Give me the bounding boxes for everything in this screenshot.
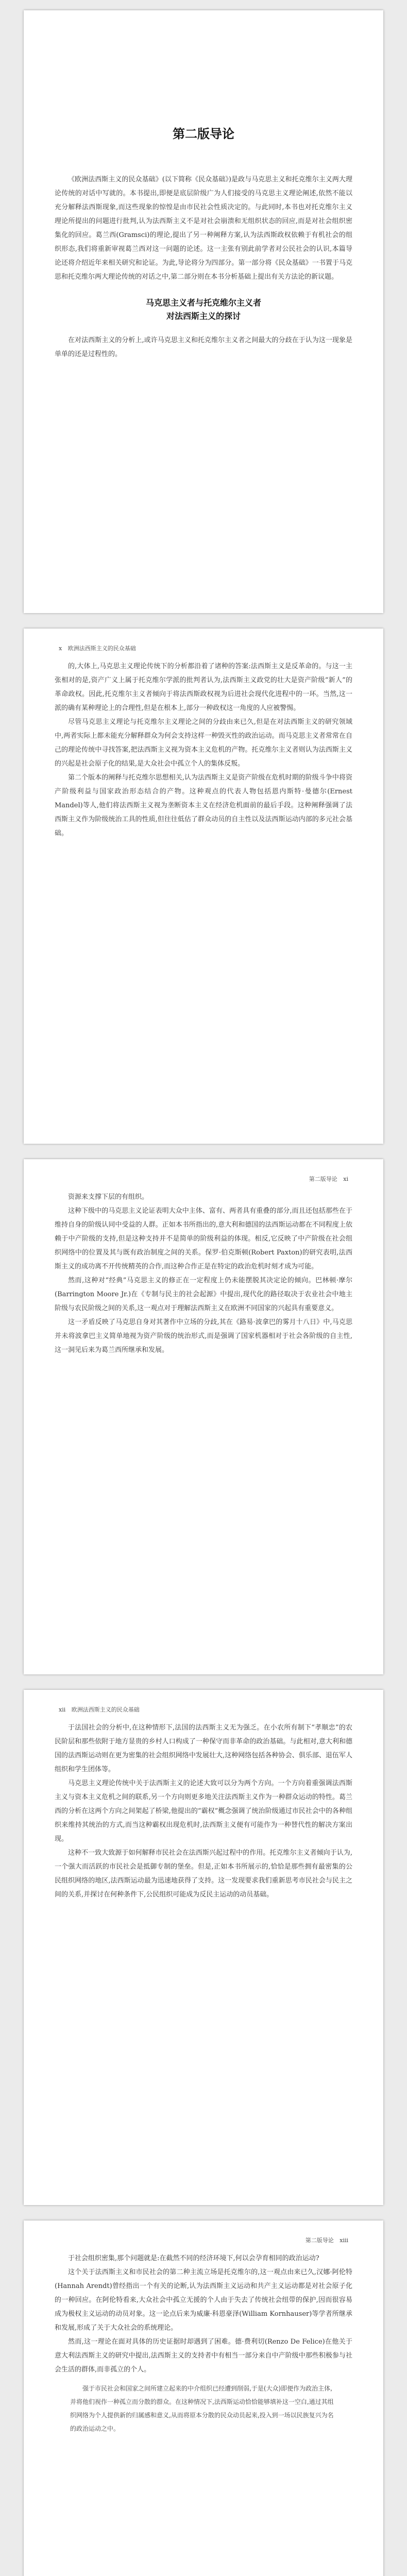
paragraph: 这种不一致大致源于如何解释市民社会在法西斯兴起过程中的作用。托克维尔主义者倾向于认为,一个强大而活跃的市民社会是抵御专制的堡垒。但是,正如本书所展示的,恰恰是那些拥有最密集的公民组织网络的地区,法西斯运动最为迅速地获得了支持。这一发现要求我们重新思考市民社会与民主之间的关系,并探讨在何种条件下,公民组织可能成为反民主运动的动员基础。 — [55, 1849, 352, 1899]
paragraph: 《欧洲法西斯主义的民众基础》(以下简称《民众基础》)是政与马克思主义和托克维尔主义两大理论传统的对话中写就的。本书提出,即便是底层阶级广为人们接受的马克思主义理论阐述,依然不能以充分解释法西斯现象,而这些现象的惊惶是由市民社会性质决定的。与此同时,本书也对托克维尔主义理论所提出的问题进行批判,认为法西斯主义不是对社会崩溃和无组织状态的回应,而是对社会组织密集化的回应。葛兰西(Gramsci)的理论,提出了另一种阐释方案,认为法西斯政权依赖于有机社会的组织形态,我们将重新审视葛兰西对这一问题的论述。这一主张有别此前学者对公民社会的认识,本篇导论还将介绍近年来相关研究和论证。为此,导论将分为四部分。第一部分将《民众基础》一书置于马克思和托克维尔两大理论传统的对话之中,第二部分则在本书分析基础上提出有关方法论的新议题。 — [55, 176, 352, 281]
page-number: xiii — [340, 2237, 348, 2244]
running-header — [55, 644, 136, 652]
running-header — [55, 1705, 140, 1714]
document-page — [24, 2221, 383, 2576]
document-page — [24, 1690, 383, 2205]
section-title — [55, 296, 352, 323]
page-number: xii — [59, 1706, 66, 1713]
paragraph: 这种下级中的马克思主义论证表明大众中主体、富有、两者具有重叠的部分,而且还包括那些在于维持自身的阶级认同中受益的人群。正如本书所指出的,意大利和德国的法西斯运动都在不同程度上依赖于中产阶级的支持,但是这种支持并不是简单的阶级利益的体现。相反,它反映了中产阶级在社会组织网络中的位置及其与既有政治制度之间的关系。保罗·伯克斯顿(Robert Paxton)的研究表明,法西斯主义的成功离不开传统精英的合作,而这种合作正是在特定的政治危机时刻才成为可能。 — [55, 1207, 352, 1270]
running-header-title: 第二版导论 — [309, 1176, 337, 1182]
running-header — [306, 2236, 352, 2244]
document-page — [24, 1159, 383, 1674]
paragraph: 于社会组织密集,那个问题就是:在截然不同的经济环境下,何以会孕育相同的政治运动? — [68, 2255, 319, 2262]
document-page — [24, 629, 383, 1144]
paragraph: 然而,这一理论在面对具体的历史证据时却遇到了困难。德·费利切(Renzo De Felice)在他关于意大利法西斯主义的研究中提出,法西斯主义的支持者中有相当一部分来自中产阶级中那些积极参与社会生活的群体,而非孤立的个人。 — [55, 2338, 352, 2374]
running-header-title: 第二版导论 — [305, 2237, 334, 2244]
paragraph: 尽管马克思主义理论与托克维尔主义理论之间的分歧由来已久,但是在对法西斯主义的研究领域中,两者实际上都未能充分解释群众为何会支持这样一种毁灭性的政治运动。而马克思主义者常常在自己的理论传统中寻找答案,把法西斯主义视为资本主义危机的产物。托克维尔主义者则认为法西斯主义的兴起是社会原子化的结果,是大众社会中孤立个人的集体反叛。 — [55, 718, 352, 768]
chapter-title: 第二版导论 — [173, 126, 234, 141]
paragraph: 马克思主义理论传统中关于法西斯主义的论述大致可以分为两个方向。一个方向着重强调法西斯主义与资本主义危机之间的联系,另一个方向则更多地关注法西斯主义作为一种群众运动的特性。葛兰西的分析在这两个方向之间架起了桥梁,他提出的“霸权”概念强调了统治阶级通过市民社会中的各种组织来维持其统治的方式,而当这种霸权出现危机时,法西斯主义便有可能作为一种替代性的解决方案出现。 — [55, 1780, 352, 1843]
paragraph: 然而,这种对“经典”马克思主义的修正在一定程度上仍未能摆脱其决定论的倾向。巴林顿·摩尔(Barrington Moore Jr.)在《专制与民主的社会起源》中提出,现代化的路径取决于农业社会中地主阶级与农民阶级之间的关系,这一观点对于理解法西斯主义在欧洲不同国家的兴起具有重要意义。 — [55, 1277, 352, 1312]
document-page — [24, 10, 383, 613]
running-header — [309, 1175, 352, 1183]
paragraph: 资源来支撑下层的有组织。 — [68, 1193, 149, 1201]
block-quote: 强于市民社会和国家之间所建立起来的中介组织已经遭到削弱,于是(大众)即便作为政治主体,并将他们视作一种孤立而分散的群众。在这种情况下,法西斯运动恰恰能够填补这一空白,通过其组织网络为个人提供新的归属感和意义,从而将原本分散的民众动员起来,投入到一场以民族复兴为名的政治运动之中。 — [70, 2385, 334, 2432]
running-header-title: 欧洲法西斯主义的民众基础 — [67, 645, 136, 652]
page-number: x — [59, 645, 62, 652]
paragraph: 这个关于法西斯主义和市民社会的第二种主流立场是托克维尔的,这一观点由来已久,汉娜·阿伦特(Hannah Arendt)曾经指出一个有关的论断,认为法西斯主义运动和共产主义运动都是对社会原子化的一种回应。在阿伦特看来,大众社会中孤立无援的个人由于失去了传统社会纽带的保护,因而很容易成为极权主义运动的动员对象。这一论点后来为威廉·科恩豪泽(William Kornhauser)等学者所继承和发展,形成了关于大众社会的系统理论。 — [55, 2268, 352, 2332]
paragraph: 的,大体上,马克思主义理论传统下的分析都沿着了诸种的答案:法西斯主义是反革命的。与这一主张相对的是,资产广义上属于托克维尔学派的批判者认为,法西斯主义政党的壮大是资产阶级“新人”的革命政权。因此,托克维尔主义者倾向于将法西斯政权视为后进社会现代化进程中的一环。当然,这一派的确有某种理论上的合理性,但是在根本上,部分一种政权这一角度的人应被警惕。 — [55, 663, 352, 712]
paragraph: 这一矛盾反映了马克思自身对其著作中立场的分歧,其在《路易·波拿巴的雾月十八日》中,马克思并未将波拿巴主义简单地视为资产阶级的统治形式,而是强调了国家机器相对于社会各阶级的自主性,这一洞见后来为葛兰西所继承和发展。 — [55, 1318, 352, 1354]
paragraph: 在对法西斯主义的分析上,或许马克思主义和托克维尔主义者之间最大的分歧在于认为这一现象是单单的还是过程性的。 — [55, 336, 352, 358]
page-number: xi — [343, 1176, 348, 1182]
paragraph: 于法国社会的分析中,在这种情形下,法国的法西斯主义无为强乏。在小农所有制下“孝顺忠”的农民阶层和那些依附于地方显贵的乡村人口构成了一种保守而非革命的政治基础。与此相对,意大利和德国的法西斯运动则在更为密集的社会组织网络中发展壮大,这种网络包括各种协会、俱乐部、退伍军人组织和学生团体等。 — [55, 1724, 352, 1773]
running-header-title: 欧洲法西斯主义的民众基础 — [71, 1706, 140, 1713]
section-title-line-1: 马克思主义者与托克维尔主义者 — [145, 298, 261, 308]
paragraph: 第二个版本的阐释与托克维尔思想相关,认为法西斯主义是资产阶级在危机时期的阶级斗争中将资产阶级利益与国家政治形态结合的产物。这种观点的代表人物包括恩内斯特·曼德尔(Ernest Mandel)等人,他们将法西斯主义视为垄断资本主义在经济危机面前的最后手段。这种阐释强调了法西斯主义作为阶级统治工具的性质,但往往低估了群众动员的自主性以及法西斯运动内部的多元社会基础。 — [55, 774, 352, 837]
section-title-line-2: 对法西斯主义的探讨 — [166, 311, 241, 321]
